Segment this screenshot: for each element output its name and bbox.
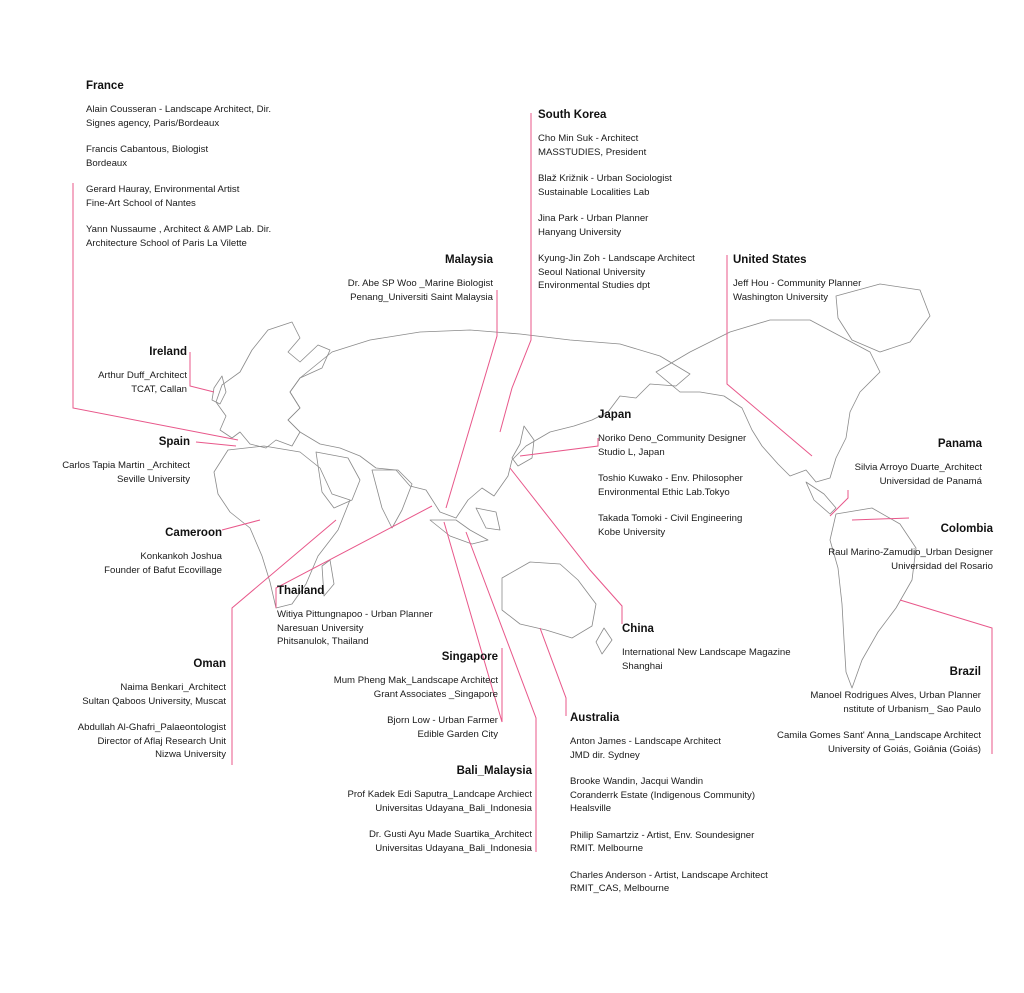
contributor-name: Francis Cabantous, Biologist	[86, 144, 209, 155]
contributor-name: Silvia Arroyo Duarte_Architect	[854, 462, 982, 473]
contributor-entry	[538, 212, 695, 239]
contributor-name: Dr. Gusti Ayu Made Suartika_Architect	[369, 829, 532, 840]
contributor-name: Naima Benkari_Architect	[120, 682, 226, 693]
country-block-brazil	[740, 665, 981, 769]
contributor-entry	[300, 828, 532, 855]
contributor-name: Charles Anderson - Artist, Landscape Architect	[570, 869, 768, 881]
contributor-entry	[780, 461, 982, 488]
contributor-name: Gerard Hauray, Environmental Artist	[86, 184, 240, 195]
contributor-affiliation: Fine-Art School of Nantes	[86, 197, 196, 209]
contributor-affiliation: Signes agency, Paris/Bordeaux	[86, 117, 220, 129]
contributor-entry	[538, 252, 695, 293]
country-heading: Ireland	[149, 346, 187, 358]
leader-line-spain	[196, 442, 236, 446]
country-block-malaysia	[300, 253, 493, 317]
contributor-name: Camila Gomes Sant' Anna_Landscape Architect	[777, 730, 981, 741]
contributor-entry	[277, 608, 433, 649]
contributor-name: Mum Pheng Mak_Landscape Architect	[333, 675, 498, 686]
contributor-affiliation: Healsville	[570, 803, 612, 814]
country-block-japan	[598, 408, 746, 552]
country-heading: France	[86, 80, 124, 92]
contributor-affiliation: Universitas Udayana_Bali_Indonesia	[375, 842, 532, 854]
contributor-entry	[40, 681, 226, 708]
country-heading: Bali_Malaysia	[456, 765, 532, 777]
contributor-affiliation: RMIT. Melbourne	[570, 843, 644, 854]
contributor-name: Brooke Wandin, Jacqui Wandin	[570, 776, 704, 787]
leader-line-japan	[520, 438, 598, 456]
country-heading: Australia	[570, 712, 620, 724]
contributor-affiliation: Kobe University	[598, 526, 666, 538]
contributor-affiliation: Shanghai	[622, 660, 663, 672]
contributor-name: International New Landscape Magazine	[622, 647, 791, 658]
country-heading: Oman	[193, 658, 226, 670]
contributor-entry	[780, 546, 993, 573]
contributor-entry	[86, 223, 271, 250]
contributor-name: Dr. Abe SP Woo _Marine Biologist	[347, 278, 493, 289]
contributor-affiliation: RMIT_CAS, Melbourne	[570, 883, 670, 894]
contributor-name: Abdullah Al-Ghafri_Palaeontologist	[77, 722, 226, 733]
country-heading: South Korea	[538, 109, 607, 121]
contributor-affiliation: Universitas Udayana_Bali_Indonesia	[375, 802, 532, 814]
contributor-affiliation: Coranderrk Estate (Indigenous Community)	[570, 789, 756, 801]
contributor-affiliation: Grant Associates _Singapore	[373, 688, 498, 700]
contributor-affiliation: Seoul National University	[538, 266, 646, 278]
contributor-affiliation: Penang_Universiti Saint Malaysia	[350, 291, 493, 303]
contributor-name: Cho Min Suk - Architect	[538, 133, 639, 144]
contributor-name: Kyung-Jin Zoh - Landscape Architect	[538, 253, 695, 264]
contributor-affiliation: Studio L, Japan	[598, 446, 665, 458]
contributor-entry	[740, 689, 981, 716]
country-heading: Brazil	[949, 666, 981, 678]
contributor-entry	[300, 788, 532, 815]
country-heading: Japan	[598, 409, 632, 421]
contributor-entry	[290, 714, 498, 741]
contributor-name: Manoel Rodrigues Alves, Urban Planner	[810, 690, 981, 701]
country-block-spain	[30, 435, 190, 499]
contributor-entry	[733, 277, 861, 304]
country-block-united-states	[733, 253, 861, 317]
contributor-entry	[570, 829, 768, 856]
land-europe	[216, 322, 330, 448]
country-heading: Singapore	[441, 651, 498, 663]
contributor-name: Toshio Kuwako - Env. Philosopher	[598, 473, 743, 484]
leader-line-ireland	[190, 352, 214, 392]
leader-line-south-korea	[500, 113, 531, 432]
contributor-entry	[598, 512, 746, 539]
country-block-singapore	[290, 650, 498, 754]
contributor-name: Alain Cousseran - Landscape Architect, Dir.	[86, 104, 272, 115]
contributor-name: Takada Tomoki - Civil Engineering	[598, 513, 743, 524]
contributor-name: Arthur Duff_Architect	[98, 370, 187, 381]
contributor-affiliation: Bordeaux	[86, 157, 128, 169]
leader-line-colombia	[852, 518, 909, 520]
country-block-australia	[570, 711, 768, 909]
land-australia	[502, 562, 596, 638]
leader-line-cameroon	[222, 520, 260, 530]
contributor-entry	[86, 103, 271, 130]
contributor-name: Blaž Križnik - Urban Sociologist	[538, 173, 672, 184]
contributor-name: Carlos Tapia Martin _Architect	[62, 460, 190, 471]
contributor-entry	[570, 735, 768, 762]
country-block-france	[86, 79, 271, 263]
contributor-name: Noriko Deno_Community Designer	[598, 433, 747, 444]
land-british-isles	[212, 376, 226, 404]
contributor-affiliation: nstitute of Urbanism_ Sao Paulo	[843, 703, 981, 715]
country-block-ireland	[40, 345, 187, 409]
country-heading: Spain	[158, 436, 190, 448]
contributor-entry	[40, 369, 187, 396]
contributor-entry	[300, 277, 493, 304]
contributor-name: Yann Nussaume , Architect & AMP Lab. Dir.	[86, 224, 272, 235]
country-block-panama	[780, 437, 982, 501]
land-japan	[512, 426, 534, 466]
contributor-name: Jina Park - Urban Planner	[538, 213, 649, 224]
contributor-entry	[86, 183, 271, 210]
contributor-affiliation: Architecture School of Paris La Vilette	[86, 237, 247, 249]
contributor-affiliation: JMD dir. Sydney	[570, 749, 640, 761]
country-block-cameroon	[60, 526, 222, 590]
contributor-entry	[40, 721, 226, 762]
land-southeast-asia	[430, 508, 500, 544]
contributor-entry	[30, 459, 190, 486]
contributor-entry	[740, 729, 981, 756]
leader-line-malaysia	[446, 290, 497, 508]
contributor-name: Anton James - Landscape Architect	[570, 736, 721, 747]
contributor-entry	[598, 472, 746, 499]
contributor-name: Witiya Pittungnapoo - Urban Planner	[277, 609, 433, 620]
contributor-entry	[598, 432, 746, 459]
country-block-south-korea	[538, 108, 695, 306]
contributor-affiliation: Sustainable Localities Lab	[538, 186, 650, 198]
contributor-affiliation: Seville University	[116, 473, 190, 485]
contributor-name: Bjorn Low - Urban Farmer	[387, 715, 498, 726]
country-heading: China	[622, 623, 654, 635]
contributor-entry	[60, 550, 222, 577]
contributor-entry	[570, 869, 768, 896]
contributor-entry	[570, 775, 768, 816]
contributor-affiliation: MASSTUDIES, President	[538, 146, 647, 158]
country-heading: Thailand	[277, 585, 325, 597]
contributor-affiliation: Nizwa University	[155, 749, 226, 760]
contributor-name: Philip Samartziz - Artist, Env. Soundesigner	[570, 829, 755, 841]
contributor-name: Konkankoh Joshua	[140, 551, 222, 562]
contributor-affiliation: Sultan Qaboos University, Muscat	[82, 695, 226, 707]
contributor-affiliation: Environmental Studies dpt	[538, 280, 650, 291]
contributor-affiliation: Environmental Ethic Lab.Tokyo	[598, 486, 730, 498]
contributor-entry	[290, 674, 498, 701]
contributor-name: Raul Marino-Zamudio_Urban Designer	[828, 547, 993, 558]
country-heading: Colombia	[940, 523, 993, 535]
contributor-name: Jeff Hou - Community Planner	[733, 278, 862, 289]
contributor-affiliation: Hanyang University	[538, 226, 622, 238]
country-heading: Malaysia	[445, 254, 493, 266]
leader-line-australia	[540, 628, 566, 716]
country-heading: United States	[733, 254, 807, 266]
country-heading: Panama	[937, 438, 982, 450]
contributor-affiliation: Director of Aflaj Research Unit	[97, 735, 226, 747]
contributor-entry	[538, 132, 695, 159]
contributor-name: Prof Kadek Edi Saputra_Landcape Archiect	[347, 789, 532, 800]
contributor-affiliation: Naresuan University	[277, 622, 364, 634]
contributor-affiliation: TCAT, Callan	[131, 383, 187, 395]
contributor-affiliation: University of Goiás, Goiânia (Goiás)	[827, 743, 981, 755]
country-block-oman	[40, 657, 226, 775]
contributor-entry	[86, 143, 271, 170]
land-new-zealand	[596, 628, 612, 654]
country-block-colombia	[780, 522, 993, 586]
contributor-affiliation: Washington University	[733, 291, 829, 303]
contributor-entry	[538, 172, 695, 199]
contributor-affiliation: Edible Garden City	[417, 728, 498, 740]
country-heading: Cameroon	[165, 527, 222, 539]
contributor-affiliation: Universidad del Rosario	[891, 560, 993, 572]
contributor-affiliation: Founder of Bafut Ecovillage	[104, 564, 222, 576]
country-block-bali-malaysia	[300, 764, 532, 868]
contributor-affiliation: Universidad de Panamá	[879, 475, 982, 487]
contributor-affiliation: Phitsanulok, Thailand	[277, 636, 369, 647]
